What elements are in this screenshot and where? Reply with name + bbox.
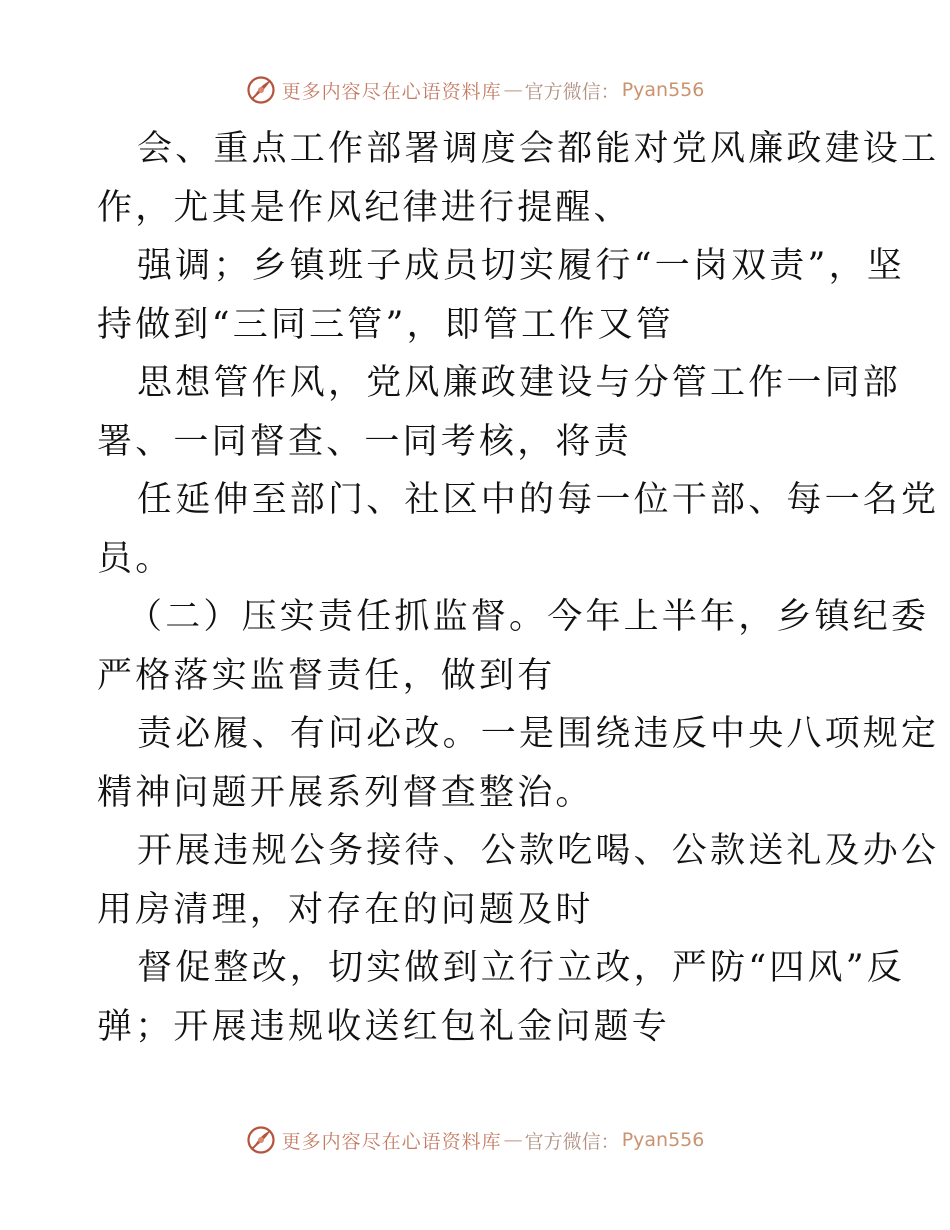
watermark-dash: — — [503, 1129, 523, 1151]
text-line: 任延伸至部门、社区中的每一位干部、每一名党 — [137, 480, 940, 520]
text-line: 精神问题开展系列督查整治。 — [97, 772, 594, 813]
text-line: 思想管作风，党风廉政建设与分管工作一同部 — [137, 363, 902, 403]
footer-watermark — [0, 1120, 950, 1160]
text-line: 开展违规公务接待、公款吃喝、公款送礼及办公 — [137, 831, 940, 871]
header-watermark — [0, 70, 950, 110]
quill-pen-logo-icon — [246, 1125, 276, 1155]
quill-pen-logo-icon — [246, 75, 276, 105]
text-line: 员。 — [97, 538, 174, 579]
text-line: 督促整改，切实做到立行立改，严防“四风”反 — [137, 948, 905, 988]
text-line: 严格落实监督责任，做到有 — [97, 655, 556, 696]
wechat-id: Pyan556 — [621, 1129, 705, 1151]
watermark-dash: — — [503, 79, 523, 101]
text-line: 用房清理，对存在的问题及时 — [97, 889, 594, 930]
watermark-text: 更多内容尽在心语资料库 — [281, 80, 502, 103]
document-body — [97, 120, 940, 1056]
section-heading-line: （二）压实责任抓监督。今年上半年，乡镇纪委 — [127, 597, 930, 637]
text-line: 会、重点工作部署调度会都能对党风廉政建设工 — [137, 129, 940, 169]
text-line: 持做到“三同三管”，即管工作又管 — [97, 304, 674, 345]
text-line: 责必履、有问必改。一是围绕违反中央八项规定 — [137, 714, 940, 754]
text-line: 弹；开展违规收送红包礼金问题专 — [97, 1006, 671, 1047]
text-line: 强调；乡镇班子成员切实履行“一岗双责”，坚 — [137, 246, 905, 286]
text-line: 署、一同督查、一同考核，将责 — [97, 421, 632, 462]
watermark-text: 更多内容尽在心语资料库 — [281, 1130, 502, 1153]
wechat-label: 官方微信： — [524, 80, 620, 103]
wechat-label: 官方微信： — [524, 1130, 620, 1153]
text-line: 作，尤其是作风纪律进行提醒、 — [97, 187, 632, 228]
wechat-id: Pyan556 — [621, 79, 705, 101]
